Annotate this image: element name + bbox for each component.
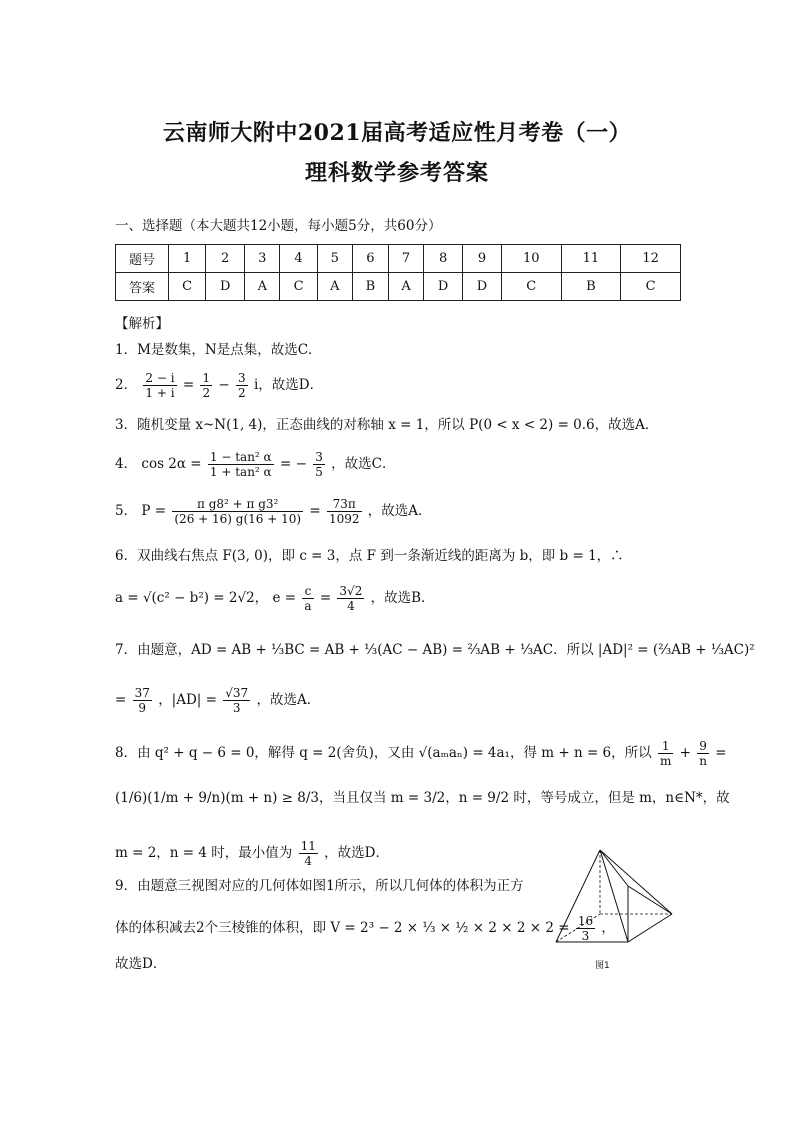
denominator: 1 + i: [145, 386, 175, 400]
q5-prefix: 5． P =: [115, 503, 167, 519]
q4-prefix: 4． cos 2α =: [115, 456, 202, 472]
numerator: 3: [238, 371, 246, 385]
q2-number: 2．: [115, 377, 138, 393]
denominator: a: [304, 599, 312, 613]
fraction: [299, 840, 318, 867]
figure-caption: 图1: [595, 961, 610, 971]
table-cell: 10: [501, 245, 561, 273]
numerator: 2 − i: [145, 371, 175, 385]
section-heading: 一、选择题（本大题共12小题，每小题5分，共60分）: [115, 218, 442, 234]
table-cell: A: [388, 273, 423, 301]
table-cell: D: [424, 273, 463, 301]
q9-text: 体的体积减去2个三棱锥的体积，即 V = 2³ − 2 × ⅓ × ½ × 2 × 2 × 2 =: [115, 920, 570, 936]
table-cell: B: [561, 273, 621, 301]
q5-suffix: ，故选A．: [367, 503, 432, 519]
fraction: [327, 498, 362, 525]
q7-suffix: ，故选A．: [256, 692, 321, 708]
fraction: [143, 372, 176, 399]
table-cell: B: [352, 273, 388, 301]
table-cell: 9: [463, 245, 502, 273]
solution-q8-line2: (1/6)(1/m + 9/n)(m + n) ≥ 8/3，当且仅当 m = 3/2，n = 9/2 时，等号成立，但是 m，n∈N*，故: [115, 790, 730, 806]
numerator: 1: [202, 371, 211, 385]
answer-table: [115, 244, 681, 301]
operator: = −: [279, 456, 307, 472]
numerator: 3√2: [339, 584, 363, 598]
table-cell: C: [621, 273, 681, 301]
fraction: [658, 740, 673, 767]
numerator: √37: [225, 686, 249, 700]
solution-q9-line1: 9．由题意三视图对应的几何体如图1所示，所以几何体的体积为正方: [115, 878, 524, 894]
fraction: [697, 740, 709, 767]
solution-q8-line3: [115, 840, 389, 867]
denominator: m: [659, 754, 672, 768]
table-cell: 4: [280, 245, 317, 273]
q8-text: 8．由 q² + q − 6 = 0，解得 q = 2(舍负)，又由 √(aₘaₙ) = 4a₁，得 m + n = 6，所以: [115, 745, 652, 761]
solution-q7-line1: 7．由题意，AD = AB + ⅓BC = AB + ⅓(AC − AB) = ⅔AB + ⅓AC．所以 |AD|² = (⅔AB + ⅓AC)²: [115, 642, 755, 658]
fraction: [172, 498, 303, 525]
fraction: [200, 372, 212, 399]
numerator: 3: [315, 450, 323, 464]
denominator: 5: [315, 465, 323, 479]
analysis-heading: 【解析】: [115, 316, 169, 332]
solution-q6-line2: [115, 585, 435, 612]
denominator: 4: [347, 599, 355, 613]
table-cell: C: [169, 273, 206, 301]
operator: =: [182, 377, 195, 393]
row-label: 题号: [116, 245, 169, 273]
q7-expr: ，|AD| =: [158, 692, 217, 708]
q8-suffix: ，故选D．: [324, 845, 389, 861]
solution-q6-line1: 6．双曲线右焦点 F(3, 0)，即 c = 3，点 F 到一条渐近线的距离为 b，即 b = 1，∴: [115, 548, 624, 564]
fraction: [313, 451, 325, 478]
numerator: 16: [577, 914, 594, 928]
table-cell: 2: [206, 245, 245, 273]
solution-q8-line1: [115, 740, 727, 767]
table-cell: C: [280, 273, 317, 301]
row-label: 答案: [116, 273, 169, 301]
denominator: 1 + tan² α: [209, 465, 272, 479]
solution-q9-line2: [115, 915, 615, 942]
table-cell: D: [463, 273, 502, 301]
fraction: [337, 585, 364, 612]
operator: =: [115, 692, 127, 708]
solution-q5: [115, 498, 432, 525]
numerator: 73π: [327, 498, 362, 512]
denominator: 4: [304, 854, 313, 868]
denominator: 2: [238, 386, 246, 400]
table-cell: 3: [245, 245, 280, 273]
numerator: c: [302, 585, 313, 599]
document-title: 云南师大附中2021届高考适应性月考卷（一）: [162, 120, 632, 146]
table-row-answers: [116, 273, 681, 301]
fraction: [133, 687, 152, 714]
edge-line: [600, 850, 672, 914]
table-row-numbers: [116, 245, 681, 273]
denominator: n: [699, 754, 707, 768]
solution-q9-line3: 故选D．: [115, 956, 167, 972]
fraction: [236, 372, 248, 399]
table-cell: A: [245, 273, 280, 301]
fraction: [302, 585, 313, 612]
operator: +: [679, 745, 691, 761]
operator: =: [309, 503, 321, 519]
edge-line: [600, 850, 628, 886]
q9-punct: ，: [601, 920, 615, 936]
denominator: (26 + 16) g(16 + 10): [174, 512, 302, 526]
fraction: [208, 451, 274, 478]
operator: −: [218, 377, 230, 393]
q4-suffix: ，故选C．: [331, 456, 396, 472]
edge-line: [600, 850, 628, 942]
solution-q4: [115, 451, 395, 478]
denominator: 9: [138, 701, 147, 715]
solution-q2: [115, 372, 323, 399]
edge-line: [628, 914, 672, 942]
table-cell: A: [317, 273, 352, 301]
numerator: 1 − tan² α: [209, 450, 272, 464]
numerator: 37: [134, 686, 150, 700]
operator: =: [319, 590, 332, 606]
numerator: 1: [658, 740, 673, 754]
edge-line: [628, 886, 672, 914]
solution-q3: 3．随机变量 x~N(1, 4)，正态曲线的对称轴 x = 1，所以 P(0 < x < 2) = 0.6，故选A．: [115, 417, 659, 433]
table-cell: 6: [352, 245, 388, 273]
denominator: 1092: [328, 512, 360, 526]
q6-suffix: ，故选B．: [370, 590, 435, 606]
numerator: π g8² + π g3²: [172, 498, 303, 512]
table-cell: 8: [424, 245, 463, 273]
table-cell: 5: [317, 245, 352, 273]
denominator: 3: [232, 701, 241, 715]
denominator: 2: [202, 386, 211, 400]
table-cell: D: [206, 273, 245, 301]
geometry-figure: [552, 848, 677, 950]
operator: =: [715, 745, 727, 761]
denominator: 3: [581, 929, 590, 943]
numerator: 11: [300, 839, 316, 853]
q2-suffix: i，故选D．: [253, 377, 324, 393]
table-cell: 1: [169, 245, 206, 273]
q8-text: m = 2，n = 4 时，最小值为: [115, 845, 293, 861]
table-cell: C: [501, 273, 561, 301]
solution-q7-line2: [115, 687, 320, 714]
q6-expr: a = √(c² − b²) = 2√2， e =: [115, 590, 297, 606]
fraction: [223, 687, 250, 714]
table-cell: 12: [621, 245, 681, 273]
solution-q1: 1．M是数集，N是点集，故选C．: [115, 342, 322, 358]
table-cell: 11: [561, 245, 621, 273]
document-subtitle: 理科数学参考答案: [304, 160, 489, 186]
numerator: 9: [697, 740, 709, 754]
table-cell: 7: [388, 245, 423, 273]
